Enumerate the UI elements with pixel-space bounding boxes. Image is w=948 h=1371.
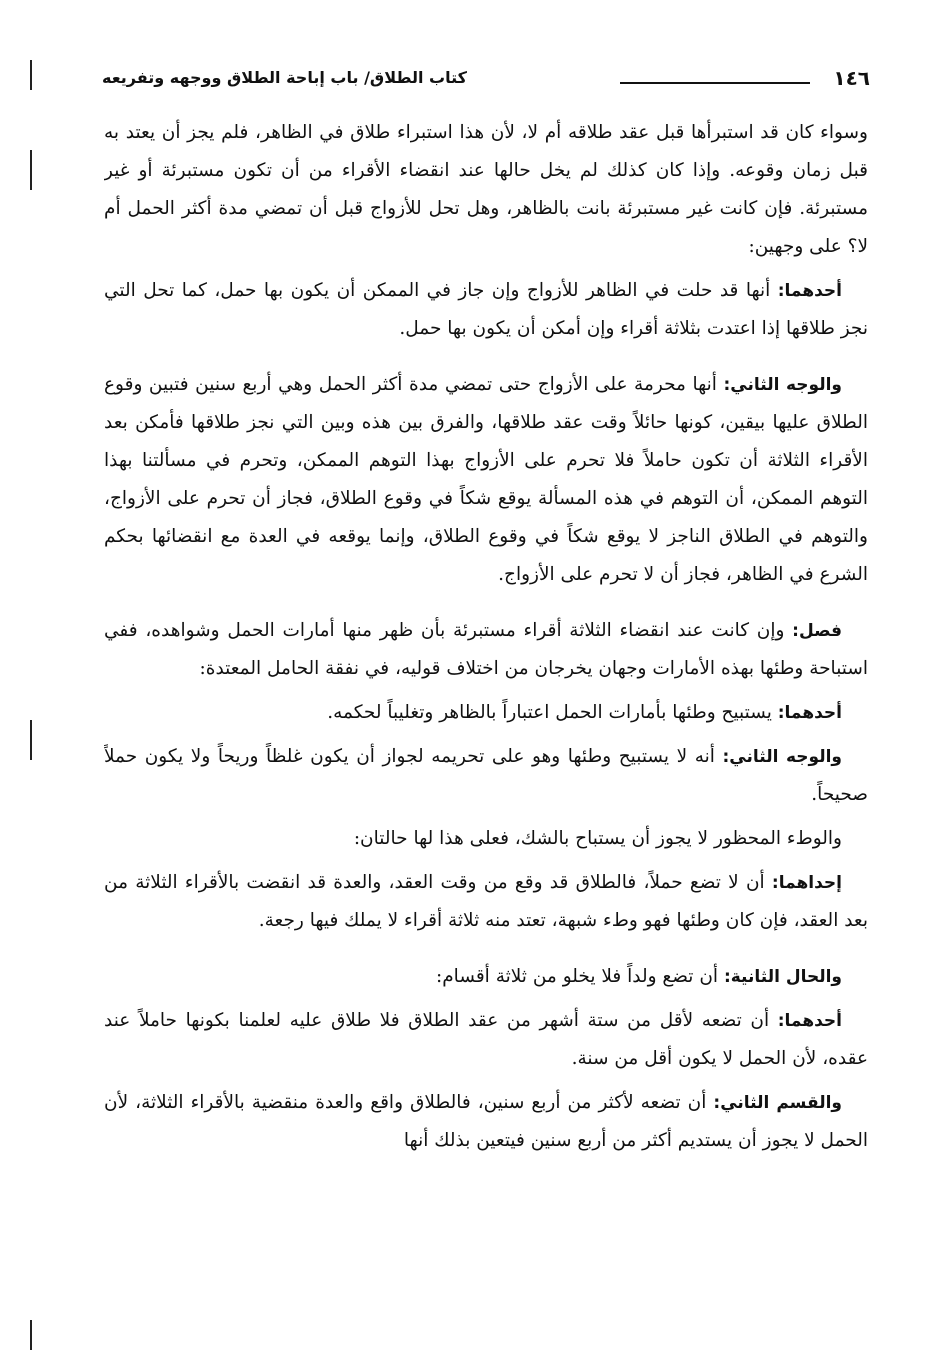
paragraph-lead: والوجه الثاني: — [723, 375, 842, 395]
paragraph-lead: والحال الثانية: — [723, 967, 842, 987]
paragraph-text: والوطء المحظور لا يجوز أن يستباح بالشك، فعلى هذا لها حالتان: — [353, 828, 842, 849]
body-paragraph — [104, 1084, 868, 1160]
body-paragraph — [104, 820, 868, 858]
body-paragraph — [104, 864, 868, 940]
paragraph-text: وإن كانت عند انقضاء الثلاثة أقراء مستبرئة بأن ظهر منها أمارات الحمل وشواهده، ففي استباحة وطئها بهذه الأمارات وجهان يخرجان من اختلاف قوليه، في نفقة الحامل المعتدة: — [104, 620, 868, 679]
page-body — [104, 114, 868, 1334]
paragraph-text: أنها قد حلت في الظاهر للأزواج وإن جاز في الممكن أن يكون بها حمل، كما تحل التي نجز طلاقها إذا اعتدت بثلاثة أقراء وإن أمكن أن يكون بها حمل. — [104, 280, 868, 339]
paragraph-lead: فصل: — [792, 621, 842, 641]
paragraph-text: يستبيح وطئها بأمارات الحمل اعتباراً بالظاهر وتغليباً لحكمه. — [327, 702, 778, 723]
binding-edge-line — [30, 60, 32, 90]
page-header — [100, 62, 870, 102]
paragraph-text: وسواء كان قد استبرأها قبل عقد طلاقه أم لا، لأن هذا استبراء طلاق في الظاهر، فلم يجز أن يعتد به قبل زمان وقوعه. وإذا كان كذلك لم يخل حالها عند انقضاء الأقراء من أن تكون مستبرئة أو غير مستبرئة. فإن كانت غير مستبرئة بانت بالظاهر، وهل تحل للأزواج قبل أن تمضي مدة أكثر الحمل أم لا؟ على وجهين: — [104, 122, 868, 257]
paragraph-lead: إحداهما: — [771, 873, 842, 893]
paragraph-text: أنه لا يستبيح وطئها وهو على تحريمه لجواز أن يكون غلظاً وريحاً ولا يكون حملاً صحيحاً. — [104, 746, 868, 805]
paragraph-lead: أحدهما: — [777, 703, 842, 723]
body-paragraph — [104, 114, 868, 266]
paragraph-lead: أحدهما: — [777, 1011, 842, 1031]
binding-edge-line — [30, 1320, 32, 1350]
paragraph-text: أن لا تضع حملاً، فالطلاق قد وقع من وقت العقد، والعدة قد انقضت بالأقراء الثلاثة من بعد العقد، فإن كان وطئها فهو وطء شبهة، تعتد منه ثلاثة أقراء لا يملك فيها رجعة. — [104, 872, 868, 931]
body-paragraph — [104, 958, 868, 996]
section-paragraph — [104, 612, 868, 688]
body-paragraph — [104, 366, 868, 594]
binding-edge-line — [30, 150, 32, 190]
body-paragraph — [104, 694, 868, 732]
body-paragraph — [104, 272, 868, 348]
paragraph-text: أن تضع ولداً فلا يخلو من ثلاثة أقسام: — [436, 966, 724, 987]
paragraph-text: أن تضعه لأكثر من أربع سنين، فالطلاق واقع والعدة منقضية بالأقراء الثلاثة، لأن الحمل لا يجوز أن يستديم أكثر من أربع سنين فيتعين بذلك أنها — [104, 1092, 868, 1151]
paragraph-lead: أحدهما: — [777, 281, 842, 301]
body-paragraph — [104, 1002, 868, 1078]
binding-edge-line — [30, 720, 32, 760]
page-number: ١٤٦ — [833, 66, 870, 90]
paragraph-text: أنها محرمة على الأزواج حتى تمضي مدة أكثر الحمل وهي أربع سنين فتبين وقوع الطلاق عليها بيقين، كونها حائلاً وقت عقد طلاقها، والفرق بين هذه وبين التي نجز طلاقها فأمكن بعد الأقراء الثلاثة أن تكون حاملاً فلا تحرم على الأزواج بهذا التوهم الممكن، وتحرم في مسألتنا بهذا التوهم الممكن، أن التوهم في هذه المسألة يوقع شكاً في وقوع الطلاق، فجاز أن تحرم على الأزواج، والتوهم في الطلاق الناجز لا يوقع شكاً في وقوع الطلاق، وإنما يوقعه في العدة مع انقضائها بحكم الشرع في الظاهر، فجاز أن لا تحرم على الأزواج. — [104, 374, 868, 585]
paragraph-text: أن تضعه لأقل من ستة أشهر من عقد الطلاق فلا طلاق عليه لعلمنا بكونها حاملاً عند عقده، لأن الحمل لا يكون أقل من سنة. — [104, 1010, 868, 1069]
header-rule — [620, 82, 810, 84]
running-title: كتاب الطلاق/ باب إباحة الطلاق ووجهه وتفريعه — [102, 68, 467, 87]
paragraph-lead: والوجه الثاني: — [722, 747, 842, 767]
body-paragraph — [104, 738, 868, 814]
paragraph-lead: والقسم الثاني: — [713, 1093, 842, 1113]
